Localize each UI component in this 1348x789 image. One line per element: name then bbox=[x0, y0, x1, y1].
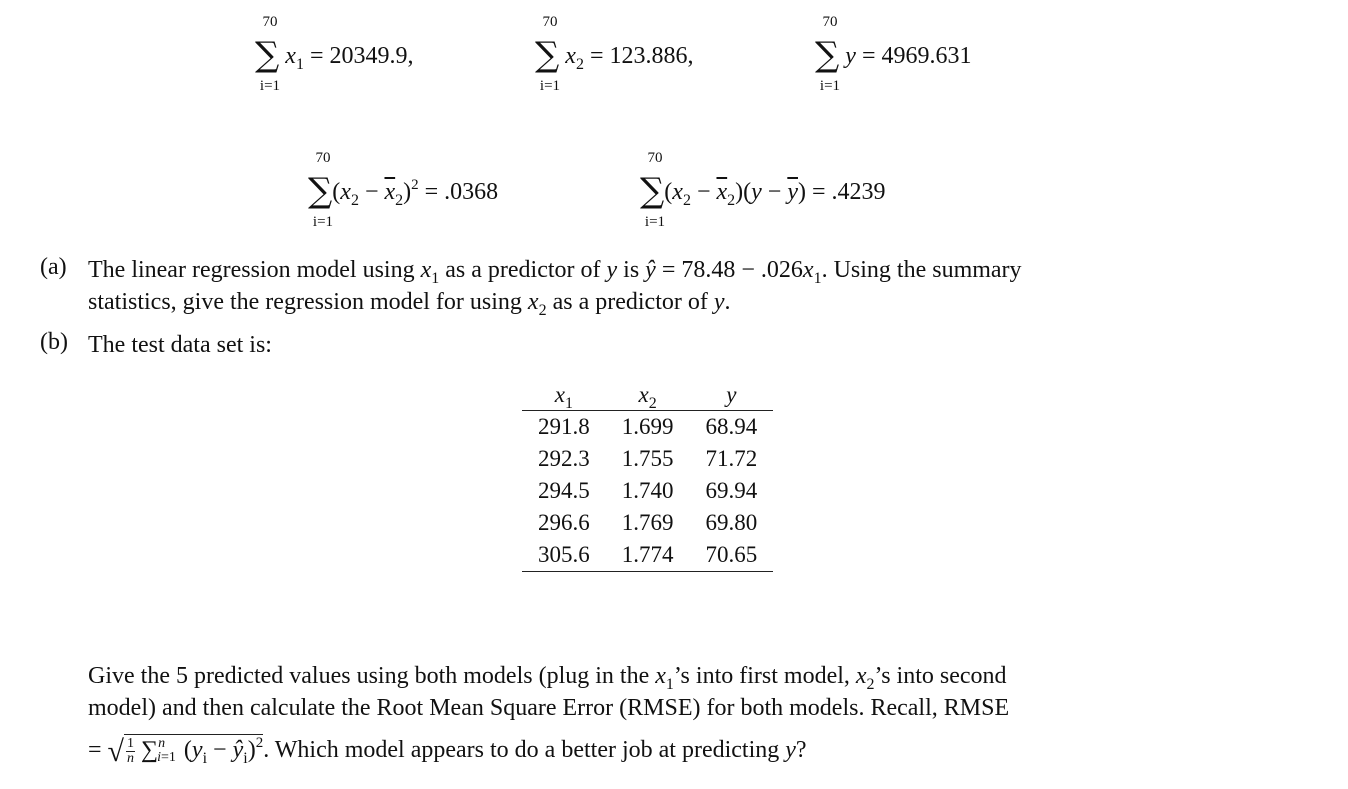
part-a-line2: statistics, give the regression model for using $x_2$ as a predictor of y. bbox=[88, 289, 731, 319]
sum-lower-limit: i=1 bbox=[539, 78, 561, 94]
sigma-symbol: ∑ bbox=[535, 35, 560, 75]
header-x2: $x_2$ bbox=[606, 380, 690, 411]
sum-lower-limit: i=1 bbox=[259, 78, 281, 94]
table-row: 296.6 1.769 69.80 bbox=[538, 510, 758, 535]
table-header-row bbox=[522, 380, 773, 411]
table-row: 292.3 1.755 71.72 bbox=[538, 446, 758, 471]
closing-line1: Give the 5 predicted values using both models (plug in the $x_1’s$ into first model, $x_2’s$ into second bbox=[88, 663, 1007, 693]
sum-cross-deviation: 70 $\sum(x_2 - \overline{x}_2)(y - \overline{y}) = .4239$ i=1 bbox=[640, 150, 886, 230]
sum-x2: 70 ∑ $x_2 = 123.886$, i=1 bbox=[535, 14, 694, 94]
sum-y bbox=[815, 14, 1035, 94]
sigma-symbol: ∑ bbox=[308, 171, 333, 211]
var-y: y bbox=[845, 43, 856, 69]
var-x: x bbox=[565, 43, 576, 69]
var-x: x bbox=[285, 43, 296, 69]
sum-value: = 20349.9, bbox=[309, 43, 414, 69]
part-b-label: (b) bbox=[40, 329, 68, 355]
closing-line2: model) and then calculate the Root Mean Square Error (RMSE) for both models. Recall, RMSE bbox=[88, 695, 1010, 721]
sum-upper-limit: 70 bbox=[542, 14, 558, 30]
table-row: 294.5 1.740 69.94 bbox=[538, 478, 758, 503]
sigma-symbol: ∑ bbox=[255, 35, 280, 75]
table-row: 291.8 1.699 68.94 bbox=[538, 414, 758, 439]
sum-upper-limit: 70 bbox=[315, 150, 331, 166]
sum-lower-limit: i=1 bbox=[312, 214, 334, 230]
sum-upper-limit: 70 bbox=[647, 150, 663, 166]
sum-upper-limit: 70 bbox=[822, 14, 838, 30]
part-a-label: (a) bbox=[40, 254, 67, 280]
header-x1: $x_1$ bbox=[522, 380, 606, 411]
part-a-line1: The linear regression model using $x_1$ as a predictor of y is ŷ = $78.48 - .026x_1$. Using the summary bbox=[88, 257, 1022, 287]
rmse-formula: √ $\frac{1}{n}$ ∑$^n$i=1 ($y_i$ − $ŷ_i)^2$ bbox=[107, 735, 264, 768]
sum-value: = 4969.631 bbox=[861, 43, 972, 69]
sum-sq-deviation-x2: 70 $\sum(x_2 - \overline{x}_2)^2 = .0368$ i=1 bbox=[308, 150, 499, 230]
sum-lower-limit: i=1 bbox=[644, 214, 666, 230]
sigma-symbol: ∑ bbox=[815, 35, 840, 75]
sum-x1: 70 ∑ $x_1 = 20349.9$, i=1 bbox=[255, 14, 414, 94]
sum-value: = .4239 bbox=[811, 179, 886, 205]
sum-lower-limit: i=1 bbox=[819, 78, 841, 94]
header-y: y bbox=[690, 380, 774, 411]
sum-value: = .0368 bbox=[424, 179, 499, 205]
sum-upper-limit: 70 bbox=[262, 14, 278, 30]
table-row: 305.6 1.774 70.65 bbox=[522, 539, 773, 572]
part-b-text: The test data set is: bbox=[88, 332, 272, 358]
test-data-table bbox=[522, 380, 773, 572]
sigma-symbol: ∑ bbox=[640, 171, 665, 211]
closing-line3: = √ $\frac{1}{n}$ ∑$^n$i=1 ($y_i$ − $ŷ_i)^2$. Which model appears to do a better job at predicting y? bbox=[88, 732, 807, 770]
sum-value: = 123.886, bbox=[589, 43, 694, 69]
